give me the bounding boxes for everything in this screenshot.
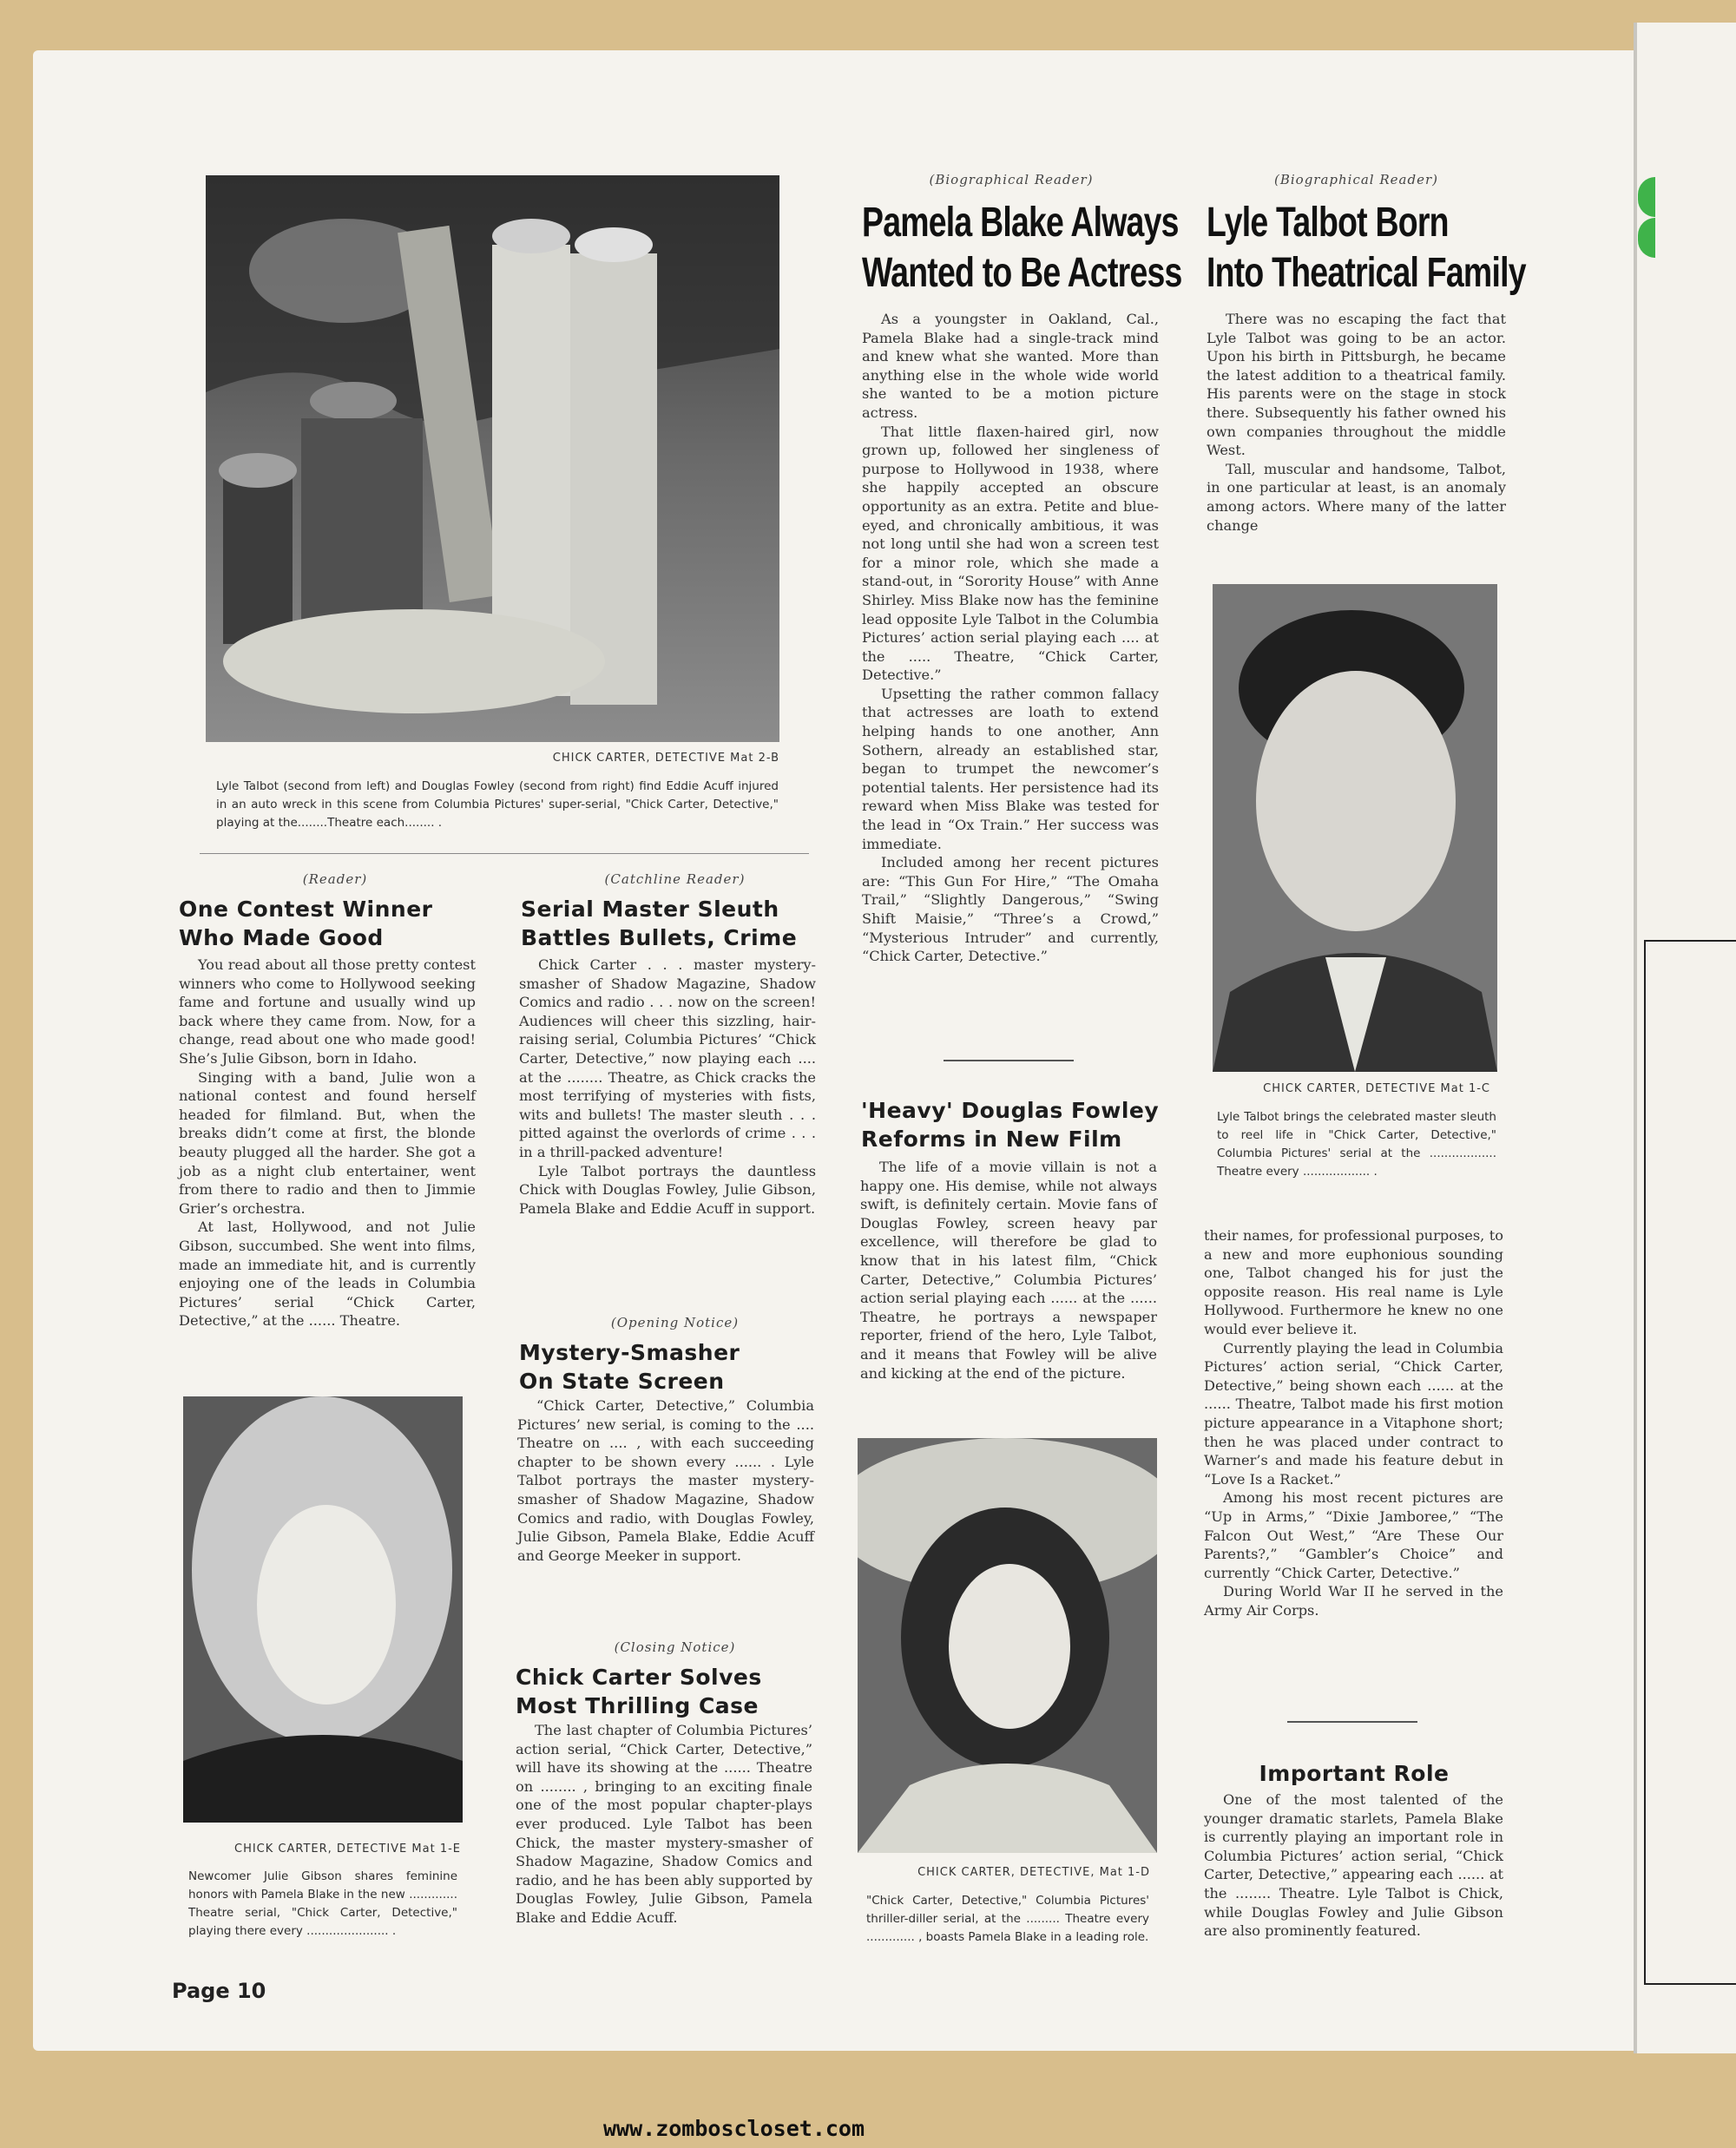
article-body-fowley (860, 1158, 1157, 1383)
headline-line: Wanted to Be Actress (862, 250, 1182, 296)
photo-mat-label: CHICK CARTER, DETECTIVE Mat 1-C (1263, 1082, 1490, 1095)
article-body-serial (519, 956, 816, 1218)
article-kicker: (Opening Notice) (610, 1315, 740, 1330)
paragraph: There was no escaping the fact that Lyle Talbot was going to be an actor. Upon his birth in Pittsburgh, he became the latest addition to a theatrical family. His parents were on the stage in stock there. Subsequently his father owned his own companies throughout the middle West. (1207, 311, 1506, 459)
article-body-closing (516, 1721, 812, 1928)
photo-caption: Newcomer Julie Gibson shares feminine honors with Pamela Blake in the new ............. Theatre serial, "Chick Carter, Detective," playing there every ...................... . (188, 1869, 457, 1938)
paragraph: That little flaxen-haired girl, now grown up, followed her singleness of purpose to Hollywood in 1938, where she happily accepted an obscure opportunity as an extra. Petite and blue-eyed, and chronically ambitious, it was not long until she had won a screen test for a minor role, which she made a stand-out, in “Sorority House” with Anne Shirley. Miss Blake now has the feminine lead opposite Lyle Talbot in the Columbia Pictures’ action serial playing each .... at the ..... Theatre, “Chick Carter, Detective.” (862, 423, 1159, 684)
article-kicker: (Closing Notice) (614, 1639, 736, 1655)
headline-line: One Contest Winner (179, 897, 433, 922)
paragraph: At last, Hollywood, and not Julie Gibson, succumbed. She went into films, made an immediate hit, and is currently enjoying one of the leads in Columbia Pictures’ serial “Chick Carter, Detective,” at the ...... Theatre. (179, 1219, 476, 1330)
paragraph: One of the most talented of the younger dramatic starlets, Pamela Blake is currently playing an important role in Columbia Pictures’ action serial, “Chick Carter, Detective,” appearing each ...... at the ........ Theatre. Lyle Talbot is Chick, while Douglas Fowley and Julie Gibson are also prominently featured. (1204, 1791, 1503, 1940)
headline-important-role: Important Role (1259, 1761, 1450, 1786)
portrait-julie-gibson (183, 1396, 463, 1823)
photo-caption: Lyle Talbot (second from left) and Douglas Fowley (second from right) find Eddie Acuff injured in an auto wreck in this scene from Columbia Pictures' super-serial, "Chick Carter, Detective," playing at the........Theatre each........ . (216, 779, 779, 830)
adjacent-page-box (1644, 940, 1736, 1985)
headline-line: Serial Master Sleuth (521, 897, 779, 922)
article-kicker: (Catchline Reader) (604, 871, 746, 887)
article-kicker: (Biographical Reader) (1273, 172, 1438, 187)
paragraph: “Chick Carter, Detective,” Columbia Pictures’ new serial, is coming to the .... Theatre on .... , with each succeeding chapter to be shown every ...... . Lyle Talbot portrays the master mystery-smasher of Shadow Magazine, Shadow Comics and radio, with Douglas Fowley, Julie Gibson, Pamela Blake, Eddie Acuff and George Meeker in support. (517, 1397, 814, 1564)
headline-chick-carter-solves (516, 1663, 837, 1720)
paragraph: their names, for professional purposes, to a new and more euphonious sounding one, Talbot changed his for just the opposite reason. His real name is Lyle Hollywood. Furthermore he knew no one would ever believe it. (1204, 1227, 1503, 1337)
article-body-lyle-top (1207, 310, 1506, 535)
headline-line: Lyle Talbot Born (1207, 200, 1449, 246)
paragraph: Currently playing the lead in Columbia Pictures’ action serial, “Chick Carter, Detective,” being shown each ...... at the ...... Theatre, Talbot made his first motion picture appearance in a Vitaphone short; then he was placed under contract to Warner’s and made his feature debut in “Love Is a Racket.” (1204, 1339, 1503, 1488)
divider (944, 1060, 1074, 1061)
headline-line: Mystery-Smasher (519, 1340, 740, 1365)
photo-caption: Lyle Talbot brings the celebrated master sleuth to reel life in "Chick Carter, Detective," Columbia Pictures' serial at the .................. Theatre every .................. . (1217, 1110, 1496, 1179)
paragraph: You read about all those pretty contest winners who come to Hollywood seeking fame and fortune and usually wind up back where they came from. Now, for a change, read about one who made good! She’s Julie Gibson, born in Idaho. (179, 956, 476, 1067)
portrait-pamela-blake (858, 1438, 1157, 1853)
adjacent-page-edge (1634, 23, 1736, 2053)
paragraph: During World War II he served in the Army Air Corps. (1204, 1583, 1503, 1619)
article-body-contest-winner (179, 956, 476, 1330)
paragraph: Upsetting the rather common fallacy that actresses are loath to extend helping hands to one another, Ann Sothern, already an established star, began to trumpet the newcomer’s potential talents. Her persistence had its reward when Miss Blake was tested for the lead in “Ox Train.” Her success was immediate. (862, 685, 1159, 852)
paragraph: Among his most recent pictures are “Up in Arms,” “Dixie Jamboree,” “The Falcon Out West,” “Are These Our Parents?,” “Gambler’s Choice” and currently “Chick Carter, Detective.” (1204, 1489, 1503, 1581)
paragraph: Tall, muscular and handsome, Talbot, in one particular at least, is an anomaly among actors. Where many of the latter change (1207, 460, 1506, 534)
green-mark-decoration (1638, 218, 1655, 258)
headline-serial-master-sleuth (521, 895, 842, 952)
headline-line: Chick Carter Solves (516, 1665, 762, 1690)
headline-contest-winner (179, 895, 500, 952)
photo-mat-label: CHICK CARTER, DETECTIVE Mat 2-B (552, 752, 779, 765)
article-body-pamela (862, 310, 1159, 966)
headline-lyle-talbot (1207, 198, 1526, 299)
headline-line: Most Thrilling Case (516, 1693, 759, 1718)
article-kicker: (Biographical Reader) (929, 172, 1094, 187)
paragraph: Singing with a band, Julie won a national contest and found herself headed for filmland. But, when the breaks didn’t come at first, the blonde beauty plugged all the harder. She got a job as a night club entertainer, went from there to radio and then to Jimmie Grier’s orchestra. (179, 1068, 476, 1217)
headline-douglas-fowley (861, 1096, 1165, 1153)
photo-mat-label: CHICK CARTER, DETECTIVE, Mat 1-D (917, 1866, 1150, 1879)
headline-line: Into Theatrical Family (1207, 250, 1526, 296)
headline-line: On State Screen (519, 1369, 725, 1394)
headline-line: Pamela Blake Always (862, 200, 1179, 246)
source-watermark-url: www.zomboscloset.com (603, 2116, 865, 2141)
paragraph: The last chapter of Columbia Pictures’ action serial, “Chick Carter, Detective,” will have its showing at the ...... Theatre on ........ , bringing to an exciting finale one of the most popular chapter-plays ever produced. Lyle Talbot has been Chick, the master mystery-smasher of Shadow Magazine, Shadow Comics and radio, and he has been ably supported by Douglas Fowley, Julie Gibson, Pamela Blake and Eddie Acuff. (516, 1722, 812, 1926)
portrait-lyle-talbot (1213, 584, 1497, 1072)
paragraph: Chick Carter . . . master mystery-smasher of Shadow Magazine, Shadow Comics and radio . . . now on the screen! Audiences will cheer this sizzling, hair-raising serial, Columbia Pictures’ “Chick Carter, Detective,” now playing each .... at the ........ Theatre, as Chick cracks the most terrifying of mysteries with fists, wits and bullets! The master sleuth . . . pitted against the overlords of crime . . . in a thrill-packed adventure! (519, 956, 816, 1160)
paragraph: Lyle Talbot portrays the dauntless Chick with Douglas Fowley, Julie Gibson, Pamela Blake and Eddie Acuff in support. (519, 1162, 816, 1217)
photo-caption: "Chick Carter, Detective," Columbia Pictures' thriller-diller serial, at the ......... Theatre every ............. , boasts Pamela Blake in a leading role. (866, 1894, 1149, 1944)
divider (200, 853, 809, 854)
headline-line: Reforms in New Film (861, 1127, 1122, 1152)
photo-mat-label: CHICK CARTER, DETECTIVE Mat 1-E (234, 1843, 461, 1856)
scene-photo-mat-2b (206, 175, 779, 742)
divider (1287, 1721, 1417, 1723)
article-body-important-role (1204, 1790, 1503, 1941)
headline-mystery-smasher (519, 1338, 840, 1396)
headline-line: Battles Bullets, Crime (521, 925, 798, 950)
paragraph: Included among her recent pictures are: “This Gun For Hire,” “The Omaha Trail,” “Slightly Dangerous,” “Swing Shift Maisie,” “Three’s a Crowd,” “Mysterious Intruder” and currently, “Chick Carter, Detective.” (862, 854, 1159, 965)
article-body-lyle-bottom (1204, 1226, 1503, 1619)
green-mark-decoration (1638, 177, 1655, 217)
paragraph: As a youngster in Oakland, Cal., Pamela Blake had a single-track mind and knew what she wanted. More than anything else in the whole wide world she wanted to be a motion picture actress. (862, 311, 1159, 421)
article-body-opening (517, 1396, 814, 1565)
article-kicker: (Reader) (302, 871, 368, 887)
headline-pamela-blake (862, 198, 1182, 299)
paragraph: The life of a movie villain is not a happy one. His demise, while not always swift, is definitely certain. Movie fans of Douglas Fowley, screen heavy par excellence, will therefore be glad to know that in his latest film, “Chick Carter, Detective,” Columbia Pictures’ action serial playing each ...... at the ...... Theatre, he portrays a newspaper reporter, friend of the hero, Lyle Talbot, and it means that Fowley will be alive and kicking at the end of the picture. (860, 1159, 1157, 1382)
headline-line: Who Made Good (179, 925, 384, 950)
headline-line: 'Heavy' Douglas Fowley (861, 1098, 1160, 1123)
page-number: Page 10 (172, 1979, 266, 2003)
